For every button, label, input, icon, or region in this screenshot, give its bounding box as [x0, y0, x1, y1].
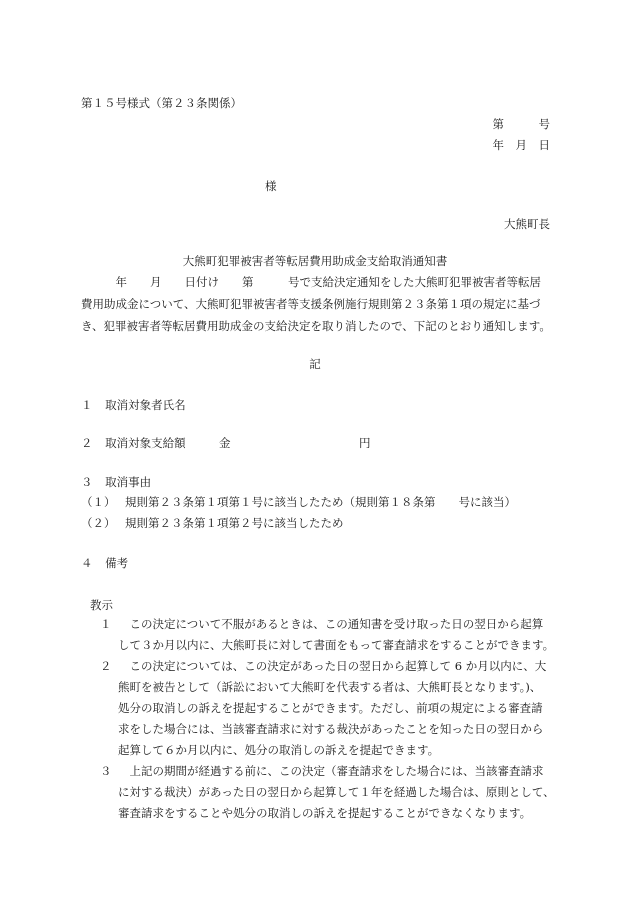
- notice-item-body: [118, 656, 563, 761]
- notice-line: 上記の期間が経過する前に、この決定（審査請求をした場合には、当該審査請求: [118, 764, 544, 778]
- issuer: 大熊町長: [504, 217, 550, 231]
- notice-line: この決定については、この決定があった日の翌日から起算して 6 か月以内に、大: [118, 659, 547, 673]
- reason-1-text: 規則第２３条第１項第１号に該当したため（規則第１８条第 号に該当）: [125, 495, 516, 509]
- document-title: 大熊町犯罪被害者等転居費用助成金支給取消通知書: [182, 254, 448, 268]
- notice-line: 処分の取消しの訴えを提起することができます。ただし、前項の規定による審査請: [118, 701, 543, 715]
- notice-line: 審査請求をすることや処分の取消しの訴えを提起することができなくなります。: [118, 806, 532, 820]
- notice-item-body: [118, 761, 563, 824]
- notice-item-body: [118, 614, 563, 656]
- item-3: [81, 476, 151, 490]
- item-label: 取消事由: [105, 475, 152, 489]
- intro-line: き、犯罪被害者等転居費用助成金の支給決定を取り消したので、下記のとおり通知します。: [81, 319, 551, 333]
- notice-line: 求をした場合には、当該審査請求に対する裁決があったことを知った日の翌日から: [118, 722, 544, 736]
- item-2: [81, 437, 186, 451]
- item-4: [81, 557, 128, 571]
- document-date: 年 月 日: [492, 138, 550, 152]
- reason-2-text: 規則第２３条第１項第２号に該当したため: [125, 516, 344, 530]
- intro-line: 年 月 日付け 第 号で支給決定通知をした大熊町犯罪被害者等転居: [81, 275, 541, 289]
- currency-label: 金: [219, 436, 231, 450]
- notice-item-number: １: [100, 617, 112, 631]
- item-label: 備考: [105, 556, 129, 570]
- item-label: 取消対象支給額: [105, 436, 186, 450]
- notice-line: して３か月以内に、大熊町長に対して書面をもって審査請求をすることができます。: [118, 638, 555, 652]
- intro-paragraph: [81, 271, 551, 337]
- item-number: ３: [81, 475, 93, 489]
- item-number: １: [81, 398, 93, 412]
- item-number: ４: [81, 556, 93, 570]
- notice-line: 熊町を被告として（訴訟において大熊町を代表する者は、大熊町長となります。)、: [118, 680, 542, 694]
- addressee-suffix: 様: [265, 179, 277, 193]
- notice-line: 起算して６か月以内に、処分の取消しの訴えを提起できます。: [118, 743, 440, 757]
- item-label: 取消対象者氏名: [105, 398, 186, 412]
- form-header: 第１５号様式（第２３条関係）: [81, 96, 242, 110]
- notice-item-number: ３: [100, 764, 112, 778]
- notice-item-number: ２: [100, 659, 112, 673]
- reason-2-number: （２）: [81, 516, 116, 530]
- notice-heading: 教示: [90, 598, 113, 612]
- document-number: 第 号: [492, 117, 550, 131]
- notice-line: この決定について不服があるときは、この通知書を受け取った日の翌日から起算: [118, 617, 544, 631]
- reason-1-number: （１）: [81, 495, 116, 509]
- notice-item-2: [100, 656, 565, 762]
- unit-label: 円: [359, 436, 371, 450]
- notice-item-3: [100, 761, 565, 825]
- ki-heading: 記: [309, 357, 321, 371]
- item-number: ２: [81, 436, 93, 450]
- item-1: [81, 399, 186, 413]
- notice-item-1: [100, 614, 565, 658]
- intro-line: 費用助成金について、大熊町犯罪被害者等支援条例施行規則第２３条第１項の規定に基づ: [81, 297, 541, 311]
- notice-line: に対する裁決）があった日の翌日から起算して１年を経過した場合は、原則として、: [118, 785, 555, 799]
